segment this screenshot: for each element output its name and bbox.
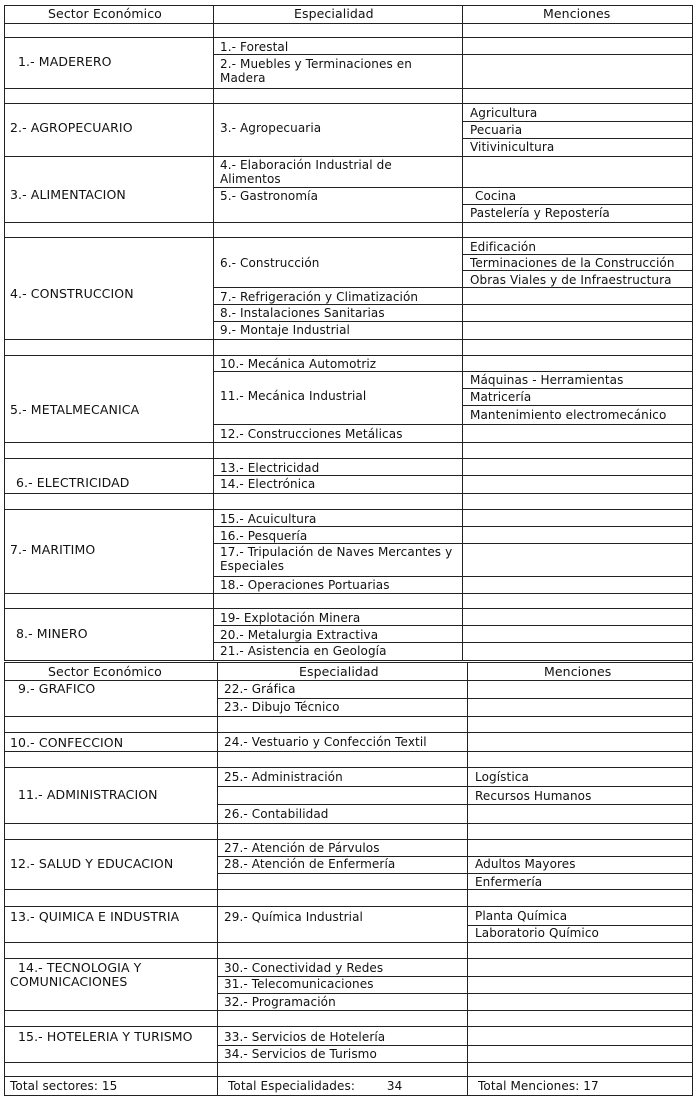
row-line xyxy=(217,993,693,994)
mencion-item: Cocina xyxy=(475,189,517,203)
row-line xyxy=(213,321,693,322)
mencion-item: Edificación xyxy=(470,240,537,254)
row-line xyxy=(217,804,693,805)
row-line xyxy=(4,509,693,510)
especialidad-item: 10.- Mecánica Automotriz xyxy=(220,357,377,371)
row-line xyxy=(213,625,693,626)
row-line xyxy=(462,138,693,139)
sector-label: 12.- SALUD Y EDUCACION xyxy=(10,856,174,871)
sector-label: 8.- MINERO xyxy=(16,626,88,641)
row-line xyxy=(217,786,693,787)
especialidad-item: 6.- Construcción xyxy=(220,256,320,270)
especialidad-item: 15.- Acuicultura xyxy=(220,512,317,526)
total-especialidades-label: Total Especialidades: xyxy=(228,1079,355,1093)
especialidad-item: 27.- Atención de Párvulos xyxy=(224,841,380,855)
row-line xyxy=(4,732,693,733)
row-line xyxy=(213,287,693,288)
row-line xyxy=(213,526,693,527)
sector-label: 15.- HOTELERIA Y TURISMO xyxy=(18,1029,193,1044)
row-line xyxy=(4,593,693,594)
row-line xyxy=(4,906,693,907)
row-line xyxy=(4,355,693,356)
mencion-item: Agricultura xyxy=(470,106,538,120)
sector-label: 5.- METALMECANICA xyxy=(10,402,140,417)
column-divider xyxy=(467,662,468,1096)
mencion-item: Enfermería xyxy=(475,875,543,889)
mencion-item: Terminaciones de la Construcción xyxy=(470,256,675,270)
total-menciones-label: Total Menciones: xyxy=(478,1079,580,1093)
row-line xyxy=(4,823,693,824)
row-line xyxy=(462,388,693,389)
especialidad-item: 14.- Electrónica xyxy=(220,477,316,491)
especialidad-item: 29.- Química Industrial xyxy=(224,910,363,924)
row-line xyxy=(4,608,693,609)
especialidad-item: 21.- Asistencia en Geología xyxy=(220,644,387,658)
row-line xyxy=(4,23,693,24)
row-line xyxy=(213,576,693,577)
row-line xyxy=(213,54,693,55)
row-line xyxy=(213,424,693,425)
row-line xyxy=(4,103,693,104)
sector-label: 9.- GRAFICO xyxy=(18,681,96,696)
row-line xyxy=(217,873,693,874)
mencion-item: Recursos Humanos xyxy=(475,789,592,803)
mencion-item: Planta Química xyxy=(475,909,568,923)
row-line xyxy=(4,716,693,717)
row-line xyxy=(4,458,693,459)
header-menciones: Menciones xyxy=(544,664,612,679)
total-sectores-value: 15 xyxy=(101,1079,118,1093)
sector-label: 10.- CONFECCION xyxy=(10,735,124,750)
especialidad-item: 19- Explotación Minera xyxy=(220,611,361,625)
total-especialidades xyxy=(228,1079,402,1093)
row-line xyxy=(4,1095,693,1096)
sector-label: 2.- AGROPECUARIO xyxy=(10,120,133,135)
especialidad-item: 17.- Tripulación de Naves Mercantes y Especiales xyxy=(220,545,453,573)
row-line xyxy=(462,270,693,271)
especialidad-item: 23.- Dibujo Técnico xyxy=(224,700,340,714)
total-sectores xyxy=(10,1079,117,1093)
row-line xyxy=(4,442,693,443)
row-line xyxy=(213,543,693,544)
sector-label: 4.- CONSTRUCCION xyxy=(10,286,134,301)
especialidad-item: 8.- Instalaciones Sanitarias xyxy=(220,306,385,320)
especialidad-item: 11.- Mecánica Industrial xyxy=(220,389,367,403)
mencion-item: Pecuaria xyxy=(470,123,523,137)
header-especialidad: Especialidad xyxy=(299,664,379,679)
total-sectores-label: Total sectores: xyxy=(10,1079,98,1093)
especialidad-item: 30.- Conectividad y Redes xyxy=(224,961,384,975)
row-line xyxy=(4,680,693,681)
especialidad-item: 7.- Refrigeración y Climatización xyxy=(220,290,419,304)
mencion-item: Adultos Mayores xyxy=(475,857,576,871)
total-menciones xyxy=(478,1079,599,1093)
total-especialidades-value: 34 xyxy=(386,1079,403,1093)
mencion-item: Mantenimiento electromecánico xyxy=(470,408,667,422)
especialidad-item: 18.- Operaciones Portuarias xyxy=(220,578,390,592)
row-line xyxy=(213,187,693,188)
mencion-item: Obras Viales y de Infraestructura xyxy=(470,273,672,287)
row-line xyxy=(462,204,693,205)
especialidad-item: 28.- Atención de Enfermería xyxy=(224,857,396,871)
header-especialidad: Especialidad xyxy=(294,6,374,21)
row-line xyxy=(4,889,693,890)
mencion-item: Vitivinicultura xyxy=(470,140,555,154)
row-line xyxy=(4,839,693,840)
total-menciones-value: 17 xyxy=(583,1079,599,1093)
header-sector: Sector Económico xyxy=(48,6,162,21)
especialidad-item: 20.- Metalurgia Extractiva xyxy=(220,628,379,642)
row-line xyxy=(462,254,693,255)
sector-label: 1.- MADERERO xyxy=(18,54,112,69)
sector-label: 11.- ADMINISTRACION xyxy=(18,787,158,802)
especialidad-item: 5.- Gastronomía xyxy=(220,189,319,203)
row-line xyxy=(4,156,693,157)
especialidad-item: 9.- Montaje Industrial xyxy=(220,323,350,337)
sector-label: 7.- MARITIMO xyxy=(10,542,96,557)
column-divider xyxy=(217,662,218,1096)
sector-label: 14.- TECNOLOGIA Y COMUNICACIONES xyxy=(10,960,142,989)
especialidad-item: 3.- Agropecuaria xyxy=(220,121,322,135)
especialidad-item: 13.- Electricidad xyxy=(220,461,320,475)
row-line xyxy=(4,942,693,943)
row-line xyxy=(4,88,693,89)
row-line xyxy=(4,1010,693,1011)
especialidad-item: 16.- Pesquería xyxy=(220,529,308,543)
row-line xyxy=(4,1062,693,1063)
especialidad-item: 22.- Gráfica xyxy=(224,682,296,696)
especialidad-item: 33.- Servicios de Hotelería xyxy=(224,1030,386,1044)
row-line xyxy=(213,642,693,643)
row-line xyxy=(4,1076,693,1077)
especialidad-item: 34.- Servicios de Turismo xyxy=(224,1047,377,1061)
sector-label: 3.- ALIMENTACION xyxy=(10,187,126,202)
especialidad-item: 31.- Telecomunicaciones xyxy=(224,977,374,991)
especialidad-item: 12.- Construcciones Metálicas xyxy=(220,427,403,441)
row-line xyxy=(462,405,693,406)
header-menciones: Menciones xyxy=(543,6,611,21)
row-line xyxy=(4,222,693,223)
especialidad-item: 24.- Vestuario y Confección Textil xyxy=(224,735,427,749)
row-line xyxy=(213,304,693,305)
sector-label: 13.- QUIMICA E INDUSTRIA xyxy=(10,909,180,924)
especialidad-item: 26.- Contabilidad xyxy=(224,807,329,821)
row-line xyxy=(462,121,693,122)
mencion-item: Pastelería y Repostería xyxy=(470,206,610,220)
especialidad-item: 25.- Administración xyxy=(224,770,343,784)
row-line xyxy=(217,698,693,699)
row-line xyxy=(4,958,693,959)
row-line xyxy=(4,493,693,494)
mencion-item: Matricería xyxy=(470,390,532,404)
especialidad-item: 2.- Muebles y Terminaciones en Madera xyxy=(220,57,412,85)
row-line xyxy=(4,339,693,340)
especialidad-item: 1.- Forestal xyxy=(220,40,289,54)
row-line xyxy=(4,767,693,768)
row-line xyxy=(213,475,693,476)
table-border xyxy=(692,662,693,1096)
mencion-item: Máquinas - Herramientas xyxy=(470,373,624,387)
mencion-item: Laboratorio Químico xyxy=(475,926,600,940)
row-line xyxy=(4,662,693,663)
sector-label: 6.- ELECTRICIDAD xyxy=(16,475,130,490)
header-sector: Sector Económico xyxy=(48,664,162,679)
row-line xyxy=(217,1045,693,1046)
table-border xyxy=(4,662,5,1096)
mencion-item: Logística xyxy=(475,770,529,784)
row-line xyxy=(4,237,693,238)
row-line xyxy=(4,1026,693,1027)
row-line xyxy=(4,660,693,661)
row-line xyxy=(4,37,693,38)
row-line xyxy=(4,751,693,752)
row-line xyxy=(213,371,693,372)
especialidad-item: 4.- Elaboración Industrial de Alimentos xyxy=(220,158,392,186)
especialidad-item: 32.- Programación xyxy=(224,995,336,1009)
